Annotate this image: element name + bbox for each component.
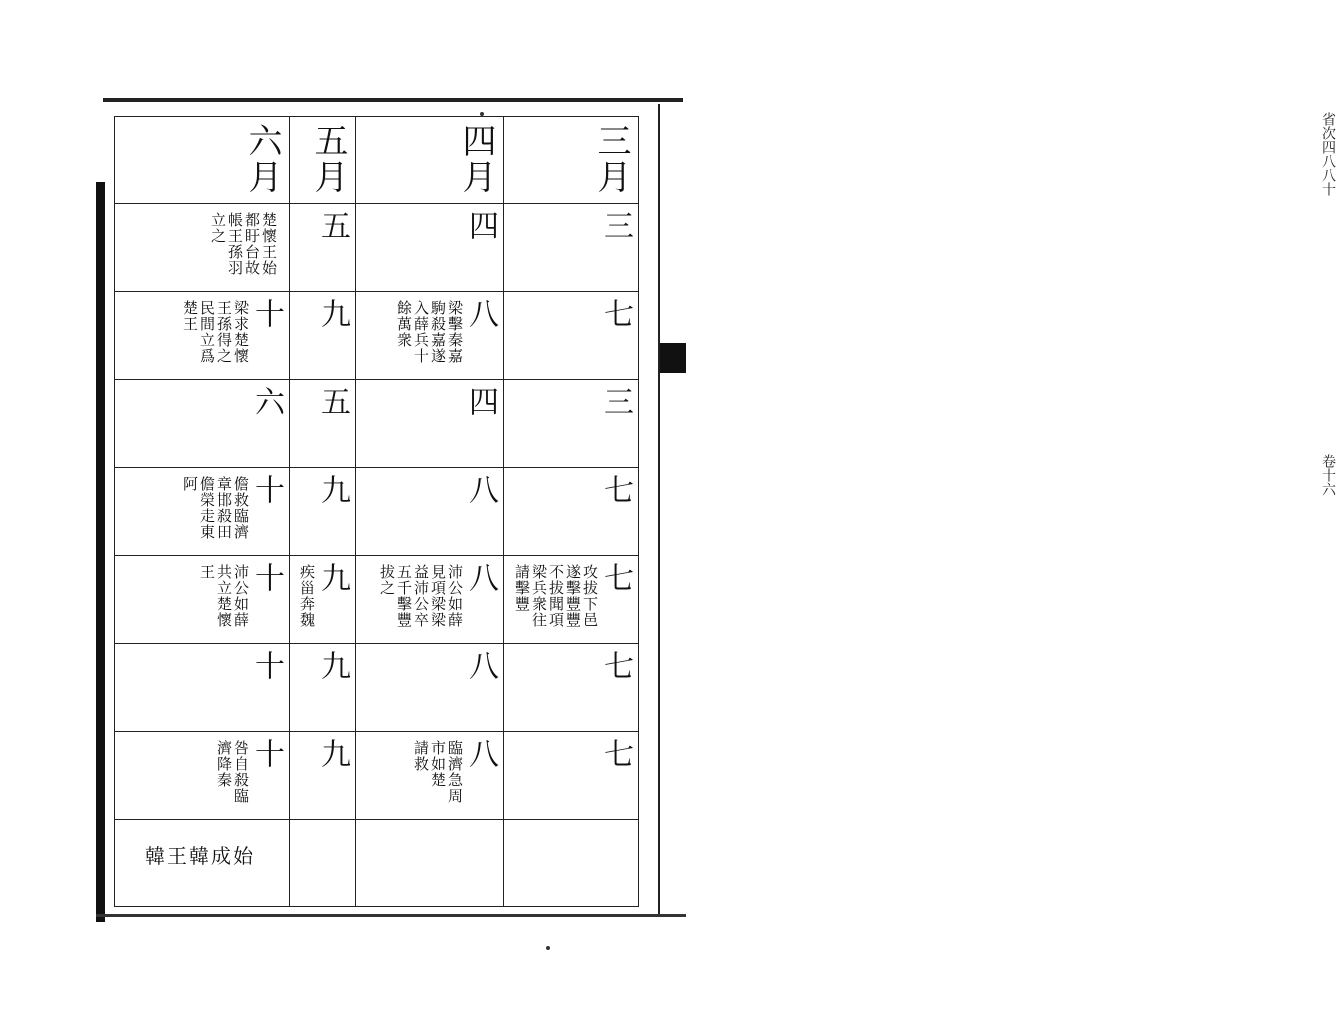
state-row <box>115 556 639 644</box>
month-count: 三 <box>598 386 633 416</box>
margin-volume-text: 卷十六 <box>1320 454 1336 496</box>
month-count: 九 <box>315 298 350 328</box>
table-cell <box>115 292 290 380</box>
month-count: 九 <box>315 474 350 504</box>
month-count: 九 <box>315 562 350 592</box>
month-label: 五月 <box>308 123 348 195</box>
ink-dot <box>546 946 550 950</box>
month-count: 十 <box>249 562 284 592</box>
month-count: 七 <box>598 562 633 592</box>
month-count: 七 <box>598 298 633 328</box>
table-cell <box>115 556 290 644</box>
state-row <box>115 292 639 380</box>
table-cell <box>115 380 290 468</box>
state-row <box>115 204 639 292</box>
table-cell <box>504 644 639 732</box>
month-count: 七 <box>598 738 633 768</box>
table-cell <box>356 380 504 468</box>
month-count: 五 <box>315 210 350 240</box>
month-count: 十 <box>249 474 284 504</box>
table-cell <box>290 644 356 732</box>
table-cell <box>504 556 639 644</box>
table-cell <box>504 292 639 380</box>
table-cell <box>115 468 290 556</box>
month-count: 七 <box>598 474 633 504</box>
table-cell <box>356 820 504 907</box>
month-count: 八 <box>463 738 498 768</box>
month-header-cell <box>504 117 639 204</box>
table-cell <box>356 204 504 292</box>
month-count: 六 <box>249 386 284 416</box>
table-cell <box>504 380 639 468</box>
month-count: 八 <box>463 298 498 328</box>
table-cell <box>115 820 290 907</box>
state-row <box>115 468 639 556</box>
month-header-cell <box>356 117 504 204</box>
event-note: 攻拔下邑 遂擊豐豐 不拔聞項 梁兵衆往 請擊豐 <box>513 564 599 628</box>
table-cell <box>356 732 504 820</box>
month-count: 十 <box>249 738 284 768</box>
month-count: 四 <box>463 386 498 416</box>
table-cell <box>290 204 356 292</box>
table-cell <box>290 380 356 468</box>
event-note: 儋救臨濟 章邯殺田 儋榮走東 阿 <box>181 476 250 540</box>
month-label: 三月 <box>591 123 631 195</box>
event-note: 梁擊秦嘉 駒殺嘉遂 入薛兵十 餘萬衆 <box>395 300 464 364</box>
table-cell <box>504 204 639 292</box>
table-cell <box>290 468 356 556</box>
event-note: 疾甾奔魏 <box>298 564 316 628</box>
month-count: 十 <box>249 650 284 680</box>
event-note: 咎自殺臨 濟降秦 <box>215 740 250 804</box>
top-rule <box>103 98 683 102</box>
table-cell <box>115 732 290 820</box>
month-header-cell <box>115 117 290 204</box>
event-note: 楚懷王始 都盱台故 帳王孫羽 立之 <box>209 212 278 276</box>
table-cell <box>504 732 639 820</box>
table-cell <box>356 556 504 644</box>
month-count: 四 <box>463 210 498 240</box>
month-count: 八 <box>463 650 498 680</box>
chronology-table <box>114 116 639 907</box>
table-cell <box>290 556 356 644</box>
event-note: 臨濟急周 市如楚 請救 <box>412 740 464 804</box>
month-count: 九 <box>315 650 350 680</box>
table-cell <box>356 644 504 732</box>
event-note: 沛公如薛 見項梁梁 益沛公卒 五千擊豐 拔之 <box>378 564 464 628</box>
table-cell <box>356 468 504 556</box>
month-count: 五 <box>315 386 350 416</box>
month-count: 十 <box>249 298 284 328</box>
state-row <box>115 644 639 732</box>
month-count: 八 <box>463 562 498 592</box>
table-cell <box>290 292 356 380</box>
event-note: 梁求楚懷 王孫得之 民間立爲 楚王 <box>181 300 250 364</box>
month-count: 七 <box>598 650 633 680</box>
bottom-rule <box>96 914 686 917</box>
margin-strip <box>658 104 1336 914</box>
month-count: 八 <box>463 474 498 504</box>
month-count: 三 <box>598 210 633 240</box>
month-header-row <box>115 117 639 204</box>
state-row <box>115 820 639 907</box>
month-label: 四月 <box>456 123 496 195</box>
table-cell <box>290 732 356 820</box>
table-cell <box>115 204 290 292</box>
event-note: 沛公如薛 共立楚懷 王 <box>198 564 250 628</box>
month-label: 六月 <box>242 123 282 195</box>
table-cell <box>356 292 504 380</box>
margin-top-text: 省次四八八十 <box>1320 112 1336 196</box>
month-header-cell <box>290 117 356 204</box>
month-count: 九 <box>315 738 350 768</box>
binding-edge <box>96 182 105 922</box>
margin-tab <box>660 343 686 373</box>
table-cell <box>504 820 639 907</box>
state-row <box>115 380 639 468</box>
state-row <box>115 732 639 820</box>
table-cell <box>504 468 639 556</box>
ruler-note: 韓王韓成始 <box>145 844 255 868</box>
table-cell <box>290 820 356 907</box>
table-cell <box>115 644 290 732</box>
